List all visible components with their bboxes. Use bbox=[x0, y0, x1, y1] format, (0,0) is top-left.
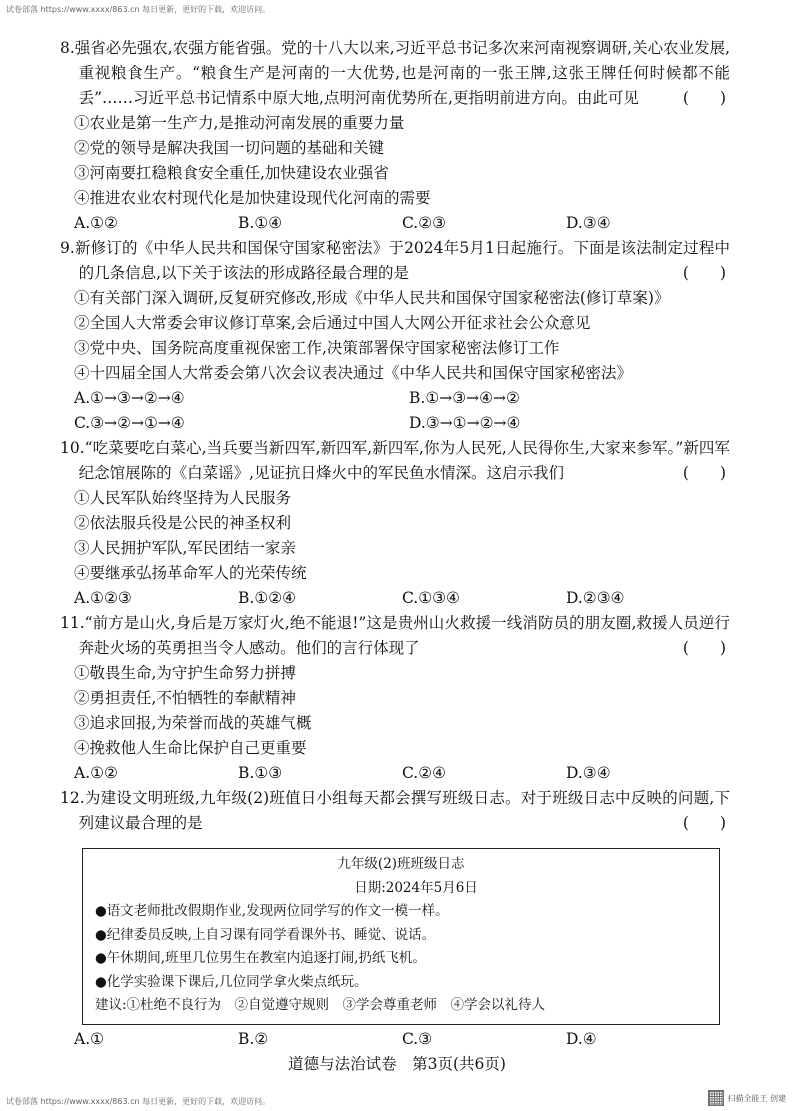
question-stem bbox=[60, 436, 730, 486]
question-11-stem-text: 11.“前方是山火,身后是万家灯火,绝不能退!”这是贵州山火救援一线消防员的朋友圈,救援人员逆行奔赴火场的英勇担当令人感动。他们的言行体现了 bbox=[60, 614, 730, 657]
statement-item: ③追求回报,为荣誉而战的英雄气概 bbox=[74, 714, 312, 732]
option-c: C.②④ bbox=[402, 764, 447, 782]
scanner-badge bbox=[708, 1090, 786, 1106]
log-entry: ●语文老师批改假期作业,发现两位同学写的作文一模一样。 bbox=[95, 903, 449, 919]
option-d: D.④ bbox=[566, 1029, 597, 1048]
statement-item: ①农业是第一生产力,是推动河南发展的重要力量 bbox=[74, 114, 405, 132]
qr-code-icon bbox=[708, 1090, 724, 1106]
statement-item: ④要继承弘扬革命军人的光荣传统 bbox=[74, 564, 307, 582]
option-a: A.①② bbox=[74, 214, 118, 232]
option-grid bbox=[60, 386, 730, 436]
log-entry: ●纪律委员反映,上自习课有同学看课外书、睡觉、说话。 bbox=[95, 926, 436, 943]
log-date: 日期:2024年5月6日 bbox=[354, 879, 478, 896]
answer-paren: ( ) bbox=[682, 464, 726, 482]
statement-item: ③党中央、国务院高度重视保密工作,决策部署保守国家秘密法修订工作 bbox=[74, 339, 560, 357]
statement-item: ④十四届全国人大常委会第八次会议表决通过《中华人民共和国保守国家秘密法》 bbox=[74, 364, 633, 382]
statement-item: ①人民军队始终坚持为人民服务 bbox=[74, 489, 292, 507]
log-suggestion: 建议:①杜绝不良行为 ②自觉遵守规则 ③学会尊重老师 ④学会以礼待人 bbox=[95, 997, 546, 1013]
question-9 bbox=[60, 236, 730, 436]
question-12-stem-text: 12.为建设文明班级,九年级(2)班值日小组每天都会撰写班级日志。对于班级日志中反映的问题,下列建议最合理的是 bbox=[60, 789, 730, 832]
statement-item: ①敬畏生命,为守护生命努力拼搏 bbox=[74, 664, 296, 682]
question-list bbox=[60, 36, 730, 1052]
option-c: C.③ bbox=[402, 1029, 433, 1048]
statement-item: ②依法服兵役是公民的神圣权利 bbox=[74, 514, 292, 532]
statement-item: ④推进农业农村现代化是加快建设现代化河南的需要 bbox=[74, 189, 431, 207]
answer-paren: ( ) bbox=[682, 89, 726, 107]
class-log-box bbox=[82, 848, 720, 1025]
option-a: A.① bbox=[74, 1029, 105, 1048]
answer-paren: ( ) bbox=[682, 814, 726, 832]
watermark-top: 试卷部落 https://www.xxxx/863.cn 每日更新，更好的下载，欢迎访问。 bbox=[6, 5, 271, 14]
question-8-stem-text: 8.强省必先强农,农强方能省强。党的十八大以来,习近平总书记多次来河南视察调研,关心农业发展,重视粮食生产。“粮食生产是河南的一大优势,也是河南的一张王牌,这张王牌任何时候都不能丢”……习近平总书记情系中原大地,点明河南优势所在,更指明前进方向。由此可见 bbox=[60, 39, 730, 107]
watermark-bottom: 试卷部落 https://www.xxxx/863.cn 每日更新，更好的下载，欢迎访问。 bbox=[6, 1097, 271, 1106]
answer-paren: ( ) bbox=[682, 639, 726, 657]
question-stem bbox=[60, 36, 730, 111]
option-c: C.①③④ bbox=[402, 589, 460, 607]
statement-item: ②全国人大常委会审议修订草案,会后通过中国人大网公开征求社会公众意见 bbox=[74, 314, 591, 332]
question-9-stem-text: 9.新修订的《中华人民共和国保守国家秘密法》于2024年5月1日起施行。下面是该法制定过程中的几条信息,以下关于该法的形成路径最合理的是 bbox=[60, 239, 730, 282]
option-row bbox=[60, 1027, 730, 1052]
statement-item: ②党的领导是解决我国一切问题的基础和关键 bbox=[74, 139, 385, 157]
question-8 bbox=[60, 36, 730, 236]
option-b: B.①③ bbox=[238, 764, 283, 782]
answer-paren: ( ) bbox=[682, 264, 726, 282]
option-b: B.①→③→④→② bbox=[409, 389, 520, 407]
question-stem bbox=[60, 611, 730, 661]
question-10-stem-text: 10.“吃菜要吃白菜心,当兵要当新四军,新四军,新四军,你为人民死,人民得你生,大家来参军。”新四军纪念馆展陈的《白菜谣》,见证抗日烽火中的军民鱼水情深。这启示我们 bbox=[60, 439, 730, 482]
option-b: B.② bbox=[238, 1029, 269, 1048]
option-row bbox=[60, 211, 730, 236]
statement-item: ③人民拥护军队,军民团结一家亲 bbox=[74, 539, 296, 557]
statement-item: ④挽救他人生命比保护自己更重要 bbox=[74, 739, 307, 757]
option-d: D.③→①→②→④ bbox=[409, 414, 521, 432]
log-entry: ●化学实验课下课后,几位同学拿火柴点纸玩。 bbox=[95, 973, 368, 990]
question-12 bbox=[60, 786, 730, 1052]
statement-item: ③河南要扛稳粮食安全重任,加快建设农业强省 bbox=[74, 164, 389, 182]
option-c: C.③→②→①→④ bbox=[74, 414, 185, 432]
page-footer: 道德与法治试卷 第3页(共6页) bbox=[288, 1055, 506, 1073]
option-d: D.③④ bbox=[566, 214, 611, 232]
question-stem bbox=[60, 236, 730, 286]
option-a: A.①→③→②→④ bbox=[74, 389, 185, 407]
statement-item: ①有关部门深入调研,反复研究修改,形成《中华人民共和国保守国家秘密法(修订草案)》 bbox=[74, 289, 670, 307]
statement-item: ②勇担责任,不怕牺牲的奉献精神 bbox=[74, 689, 296, 707]
option-d: D.③④ bbox=[566, 764, 611, 782]
option-row bbox=[60, 761, 730, 786]
option-b: B.①④ bbox=[238, 214, 283, 232]
option-row bbox=[60, 586, 730, 611]
question-10 bbox=[60, 436, 730, 611]
log-title: 九年级(2)班班级日志 bbox=[337, 856, 465, 872]
option-a: A.①②③ bbox=[74, 589, 132, 607]
log-entry: ●午休期间,班里几位男生在教室内追逐打闹,扔纸飞机。 bbox=[95, 950, 426, 966]
option-c: C.②③ bbox=[402, 214, 447, 232]
scanner-badge-label: 扫描全能王 创建 bbox=[727, 1093, 786, 1103]
question-stem bbox=[60, 786, 730, 836]
option-b: B.①②④ bbox=[238, 589, 297, 607]
option-a: A.①② bbox=[74, 764, 118, 782]
question-11 bbox=[60, 611, 730, 786]
option-d: D.②③④ bbox=[566, 589, 625, 607]
